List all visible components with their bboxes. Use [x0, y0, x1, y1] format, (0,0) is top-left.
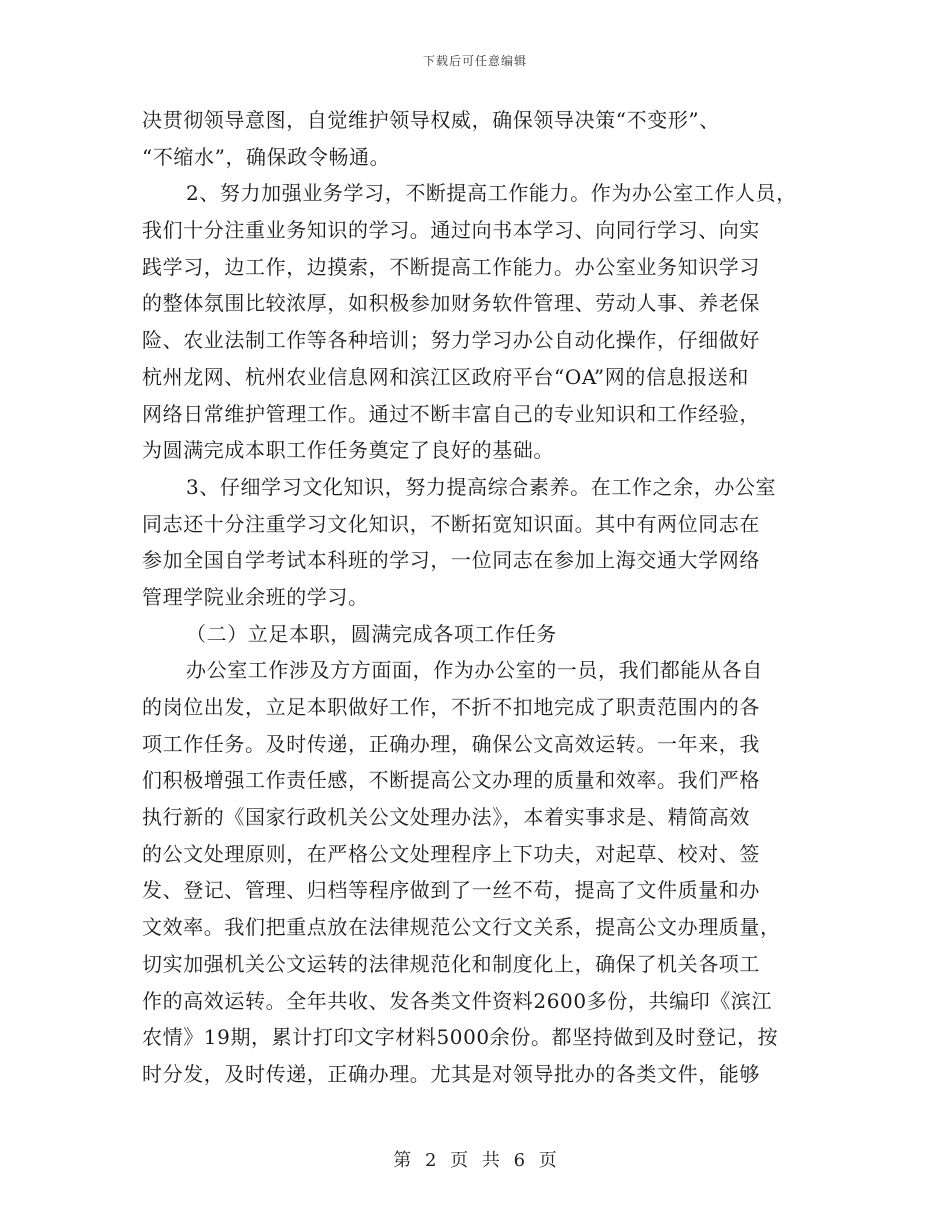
text-line: 网络日常维护管理工作。通过不断丰富自己的专业知识和工作经验， — [142, 401, 760, 426]
text-line: 为圆满完成本职工作任务奠定了良好的基础。 — [142, 438, 554, 463]
text-line: 同志还十分注重学习文化知识，不断拓宽知识面。其中有两位同志在 — [142, 511, 760, 536]
page-header: 下载后可任意编辑 — [422, 54, 527, 68]
text-line: 决贯彻领导意图，自觉维护领导权威，确保领导决策“不变形”、 — [142, 108, 720, 132]
text-line: 项工作任务。及时传递，正确办理，确保公文高效运转。一年来，我 — [142, 731, 760, 756]
text-line: 文效率。我们把重点放在法律规范公文行文关系，提高公文办理质量， — [142, 915, 781, 940]
page-word: 页 — [450, 1150, 469, 1171]
total-suffix: 页 — [538, 1150, 557, 1171]
text-line: 作的高效运转。全年共收、发各类文件资料2600多份，共编印《滨江 — [142, 988, 773, 1013]
total-pages: 6 — [513, 1150, 526, 1171]
text-line: 时分发，及时传递，正确办理。尤其是对领导批办的各类文件，能够 — [142, 1061, 760, 1086]
page-footer — [0, 1146, 950, 1172]
paragraph-start: 办公室工作涉及方方面面，作为办公室的一员，我们都能从各自 — [186, 658, 763, 683]
text-line: 的公文处理原则，在严格公文处理程序上下功夫，对起草、校对、签 — [142, 841, 760, 866]
text-line: 杭州龙网、杭州农业信息网和滨江区政府平台“OA”网的信息报送和 — [142, 364, 749, 389]
text-line: 们积极增强工作责任感，不断提高公文办理的质量和效率。我们严格 — [142, 768, 760, 793]
text-line: 执行新的《国家行政机关公文处理办法》，本着实事求是、精简高效 — [142, 805, 750, 830]
page-prefix: 第 — [393, 1150, 412, 1171]
text-line: 险、农业法制工作等各种培训；努力学习办公自动化操作，仔细做好 — [142, 328, 760, 353]
text-line: 发、登记、管理、归档等程序做到了一丝不苟，提高了文件质量和办 — [142, 878, 760, 903]
text-line: 农情》19期，累计打印文字材料5000余份。都坚持做到及时登记，按 — [142, 1025, 779, 1050]
page-number: 2 — [424, 1150, 437, 1171]
text-line: 参加全国自学考试本科班的学习，一位同志在参加上海交通大学网络 — [142, 548, 760, 573]
text-line: 的岗位出发，立足本职做好工作，不折不扣地完成了职责范围内的各 — [142, 695, 760, 719]
text-line: “不缩水”，确保政令畅通。 — [142, 144, 391, 169]
section-heading: （二）立足本职，圆满完成各项工作任务 — [186, 621, 557, 646]
paragraph-start: 3、仔细学习文化知识，努力提高综合素养。在工作之余，办公室 — [186, 474, 777, 499]
text-line: 践学习，边工作，边摸索，不断提高工作能力。办公室业务知识学习 — [142, 254, 760, 279]
text-line: 的整体氛围比较浓厚，如积极参加财务软件管理、劳动人事、养老保 — [142, 291, 760, 316]
text-line: 我们十分注重业务知识的学习。通过向书本学习、向同行学习、向实 — [142, 218, 760, 243]
paragraph-start: 2、努力加强业务学习，不断提高工作能力。作为办公室工作人员， — [186, 181, 797, 206]
text-line: 管理学院业余班的学习。 — [142, 584, 369, 609]
text-line: 切实加强机关公文运转的法律规范化和制度化上，确保了机关各项工 — [142, 951, 760, 976]
total-prefix: 共 — [481, 1150, 500, 1171]
body-text — [142, 102, 812, 1093]
